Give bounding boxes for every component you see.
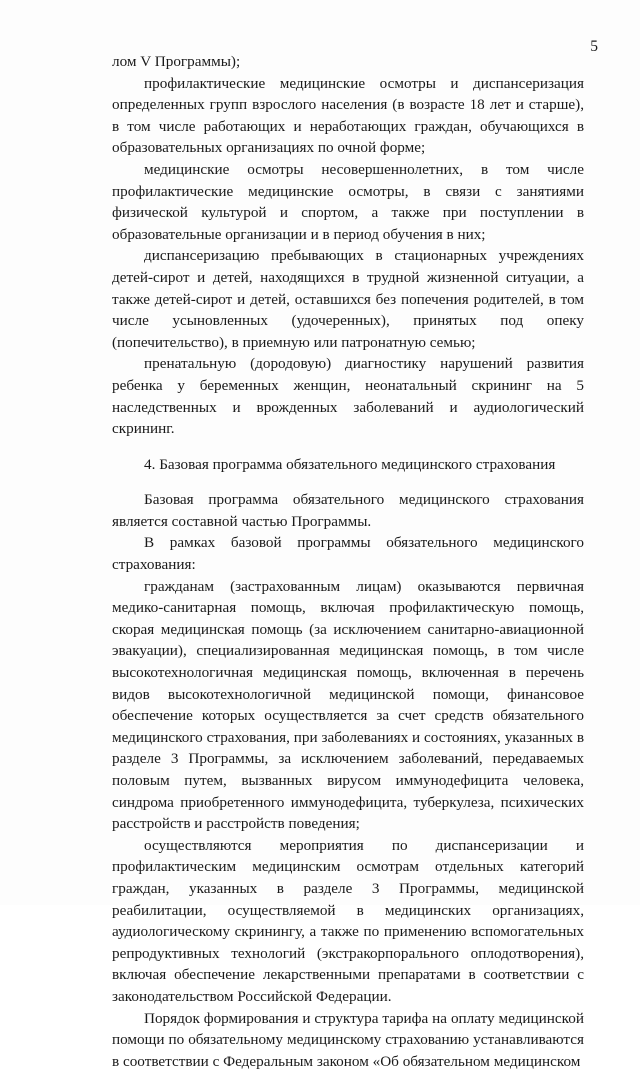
document-body (112, 51, 584, 1072)
paragraph-dispensary-measures: осуществляются мероприятия по диспансеризации и профилактическим медицинским осмотрам отдельных категорий граждан, указанных в разделе 3 Программы, медицинской реабилитации, осуществляемой в медицинских организациях, аудиологическому скринингу, а также по применению вспомогательных репродуктивных технологий (экстракорпорального оплодотворения), включая обеспечение лекарственными препаратами в соответствии с законодательством Российской Федерации. (112, 836, 584, 1005)
paragraph-preventive-checkups: профилактические медицинские осмотры и диспансеризация определенных групп взрослого населения (в возрасте 18 лет и старше), в том числе работающих и неработающих граждан, обучающихся в образовательных организациях по очной форме; (112, 74, 584, 157)
paragraph-within-program: В рамках базовой программы обязательного медицинского страхования: (112, 534, 584, 574)
paragraph-tariff-procedure: Порядок формирования и структура тарифа на оплату медицинской помощи по обязательному медицинскому страхованию устанавливаются в соответствии с Федеральным законом «Об обязательном медицинском (112, 1009, 584, 1070)
paragraph-insured-citizens: гражданам (застрахованным лицам) оказываются первичная медико-санитарная помощь, включая профилактическую помощь, скорая медицинская помощь (за исключением санитарно-авиационной эвакуации), специализированная медицинская помощь, в том числе высокотехнологичная медицинская помощь, включенная в перечень видов высокотехнологичной медицинской помощи, финансовое обеспечение которых осуществляется за счет средств обязательного медицинского страхования, при заболеваниях и состояниях, указанных в разделе 3 Программы, за исключением заболеваний, передаваемых половым путем, вызванных вирусом иммунодефицита человека, синдрома приобретенного иммунодефицита, туберкулеза, психических расстройств и расстройств поведения; (112, 577, 584, 833)
paragraph-prenatal-diagnostics: пренатальную (дородовую) диагностику нарушений развития ребенка у беременных женщин, неонатальный скрининг на 5 наследственных и врожденных заболеваний и аудиологический скрининг. (112, 355, 584, 438)
paragraph-orphan-screening: диспансеризацию пребывающих в стационарных учреждениях детей-сирот и детей, находящихся в трудной жизненной ситуации, а также детей-сирот и детей, оставшихся без попечения родителей, в том числе усыновленных (удочеренных), принятых под опеку (попечительство), в приемную или патронатную семью; (112, 247, 584, 351)
paragraph-minor-checkups: медицинские осмотры несовершеннолетних, в том числе профилактические медицинские осмотры, в связи с занятиями физической культурой и спортом, а также при поступлении в образовательные организации и в период обучения в них; (112, 160, 584, 243)
paragraph-base-program: Базовая программа обязательного медицинского страхования является составной частью Программы. (112, 491, 584, 530)
section-heading: 4. Базовая программа обязательного медицинского страхования (144, 455, 556, 473)
paragraph-continuation: лом V Программы); (112, 53, 241, 70)
page-number: 5 (590, 38, 598, 55)
